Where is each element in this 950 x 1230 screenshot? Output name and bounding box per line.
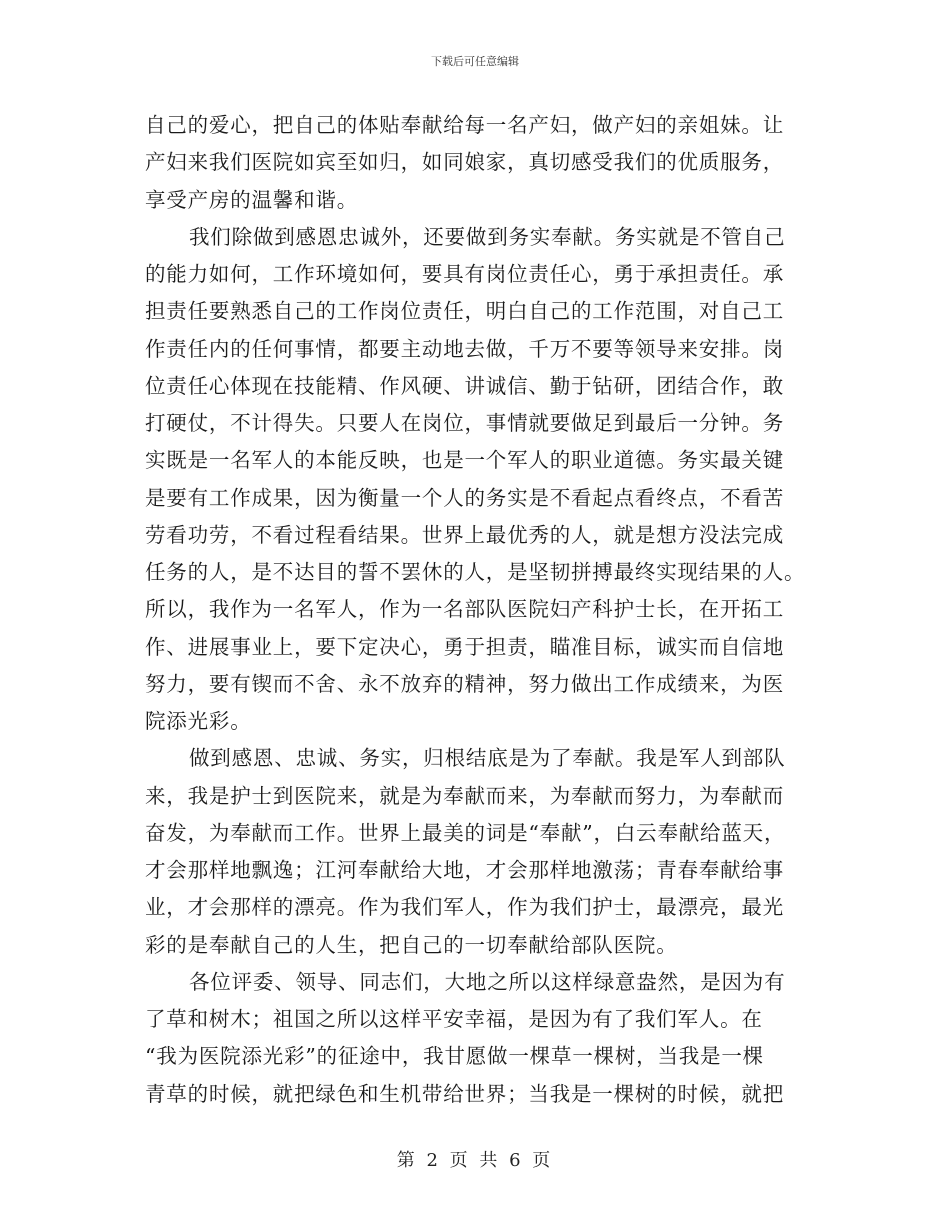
- text-line: “我为医院添光彩”的征途中，我甘愿做一棵草一棵树，当我是一棵: [145, 1044, 764, 1069]
- text-line: 打硬仗，不计得失。只要人在岗位，事情就要做足到最后一分钟。务: [145, 411, 784, 435]
- text-line: 实既是一名军人的本能反映，也是一个军人的职业道德。务实最关键: [145, 448, 784, 473]
- page-number: 第 2 页 共 6 页: [396, 1150, 554, 1171]
- page-header: 下载后可任意编辑: [431, 55, 519, 68]
- paragraph-first-line: 我们除做到感恩忠诚外，还要做到务实奉献。务实就是不管自己: [189, 224, 786, 249]
- text-line: 彩的是奉献自己的人生，把自己的一切奉献给部队医院。: [145, 932, 678, 957]
- text-line: 位责任心体现在技能精、作风硬、讲诚信、勤于钻研，团结合作，敢: [145, 373, 784, 398]
- text-line: 了草和树木；祖国之所以这样平安幸福，是因为有了我们军人。在: [145, 1007, 763, 1031]
- paragraph-first-line: 各位评委、领导、同志们，大地之所以这样绿意盎然，是因为有: [189, 969, 786, 994]
- text-line: 的能力如何，工作环境如何，要具有岗位责任心，勇于承担责任。承: [145, 262, 784, 286]
- paragraph-first-line: 做到感恩、忠诚、务实，归根结底是为了奉献。我是军人到部队: [189, 746, 786, 771]
- text-line: 院添光彩。: [145, 709, 252, 733]
- text-line: 劳看功劳，不看过程看结果。世界上最优秀的人，就是想方没法完成: [145, 522, 784, 547]
- text-line: 产妇来我们医院如宾至如归，如同娘家，真切感受我们的优质服务，: [145, 150, 784, 175]
- text-line: 自己的爱心，把自己的体贴奉献给每一名产妇，做产妇的亲姐妹。让: [145, 113, 784, 137]
- text-line: 作责任内的任何事情，都要主动地去做，千万不要等领导来安排。岗: [145, 336, 784, 361]
- text-line: 所以，我作为一名军人，作为一名部队医院妇产科护士长，在开拓工: [145, 597, 784, 622]
- text-line: 才会那样地飘逸；江河奉献给大地，才会那样地激荡；青春奉献给事: [145, 858, 784, 882]
- text-line: 来，我是护士到医院来，就是为奉献而来，为奉献而努力，为奉献而: [145, 783, 784, 808]
- text-line: 奋发，为奉献而工作。世界上最美的词是“奉献”，白云奉献给蓝天，: [145, 820, 786, 845]
- text-line: 作、进展事业上，要下定决心，勇于担责，瞄准目标，诚实而自信地: [145, 634, 784, 659]
- text-line: 担责任要熟悉自己的工作岗位责任，明白自己的工作范围，对自己工: [145, 299, 784, 324]
- document-body: [145, 107, 805, 1113]
- text-line: 享受产房的温馨和谐。: [145, 187, 358, 212]
- text-line: 是要有工作成果，因为衡量一个人的务实是不看起点看终点，不看苦: [145, 485, 784, 510]
- text-line: 青草的时候，就把绿色和生机带给世界；当我是一棵树的时候，就把: [145, 1081, 784, 1106]
- text-line: 任务的人，是不达目的誓不罢休的人，是坚韧拼搏最终实现结果的人。: [145, 560, 806, 584]
- text-line: 努力，要有锲而不舍、永不放弃的精神，努力做出工作成绩来，为医: [145, 671, 784, 696]
- text-line: 业，才会那样的漂亮。作为我们军人，作为我们护士，最漂亮，最光: [145, 895, 784, 920]
